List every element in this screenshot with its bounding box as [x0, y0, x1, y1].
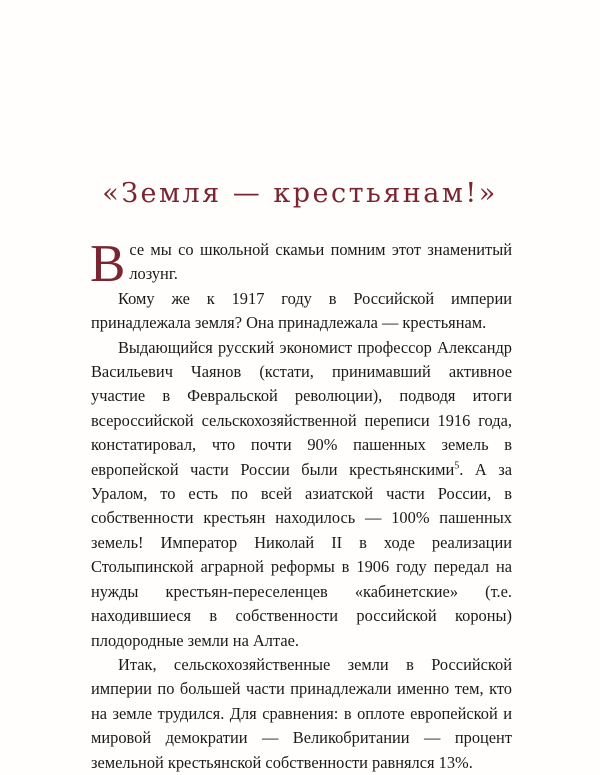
drop-cap: В — [90, 235, 126, 293]
paragraph-1-text: се мы со школьной скамьи помним этот знаменитый лозунг. — [129, 240, 512, 284]
footnote-marker[interactable]: 5 — [454, 460, 460, 472]
chapter-title: «Земля — крестьянам!» — [102, 178, 498, 209]
paragraph-4: Итак, сельскохозяйственные земли в Российской империи по большей части принадлежали именно тем, кто на земле трудился. Для сравнения: в оплоте европейской и мировой демократии — Великобритании — процент земельной крестьянской собственности равнялся 13%. — [91, 654, 512, 772]
paragraph-3 — [91, 336, 512, 653]
paragraph-3-text-b: . А за Уралом, то есть по всей азиатской части России, в собственности крестьян находилось — 100% пашенных земель! Император Николай II в ходе реализации Столыпинской аграрной реформы в 1906 году передал на нужды крестьян-переселенцев «кабинетские» (т.е. находившиеся в собственности российской короны) плодородные земли на Алтае. — [91, 459, 512, 650]
paragraph-1 — [90, 235, 512, 293]
body-text — [90, 235, 512, 775]
paragraph-3-text-a: Выдающийся русский экономист профессор Александр Васильевич Чаянов (кстати, принимавший активное участие в Февральской революции), подводя итоги всероссийской сельскохозяйственной переписи 1916 года, констатировал, что почти 90% пашенных земель в европейской части России были крестьянскими — [91, 337, 512, 479]
paragraph-2: Кому же к 1917 году в Российской империи принадлежала земля? Она принадлежала — крестьянам. — [91, 288, 512, 333]
